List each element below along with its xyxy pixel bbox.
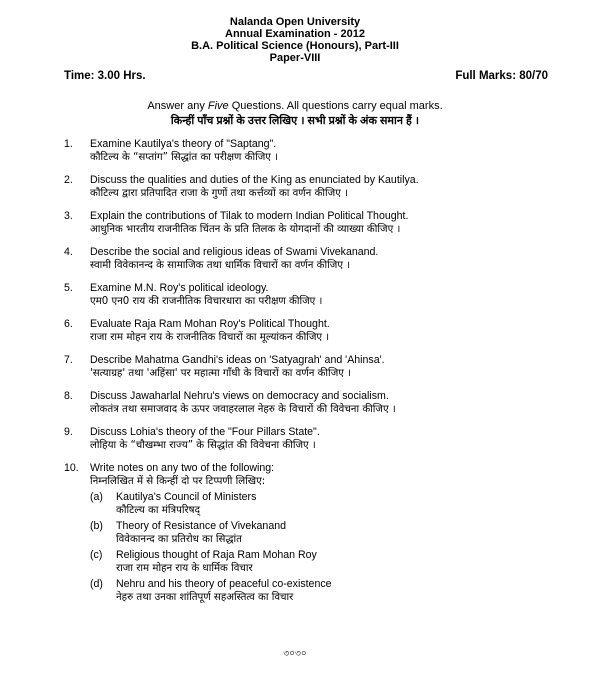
question-number: 3. bbox=[64, 210, 73, 222]
question-text-hi: एम0 एन0 राय की राजनीतिक विचारधारा का परीक्षण कीजिए । bbox=[90, 296, 323, 307]
question-text-hi: लोकतंत्र तथा समाजवाद के ऊपर जवाहरलाल नेहरु के विचारों की विवेचना कीजिए । bbox=[90, 404, 396, 415]
note-text-hi: राजा राम मोहन राय के धार्मिक विचार bbox=[116, 563, 253, 574]
question-text-en: Examine Kautilya's theory of "Saptang". bbox=[90, 138, 277, 150]
time-label: Time: 3.00 Hrs. bbox=[64, 70, 146, 82]
question-item bbox=[64, 210, 518, 236]
question-text-hi: राजा राम मोहन राय के राजनीतिक विचारों का मूल्यांकन कीजिए । bbox=[90, 332, 330, 343]
question-number: 2. bbox=[64, 174, 73, 186]
question-number: 5. bbox=[64, 282, 73, 294]
question-text-en: Evaluate Raja Ram Mohan Roy's Political Thought. bbox=[90, 318, 330, 330]
question-item bbox=[64, 246, 518, 272]
note-text-en: Kautilya's Council of Ministers bbox=[116, 491, 257, 503]
question-number: 9. bbox=[64, 426, 73, 438]
exam-meta-row bbox=[0, 70, 590, 86]
instructions-before: Answer any bbox=[147, 100, 208, 112]
question-text-hi: लोहिया के “चौखम्भा राज्य” के सिद्धांत की विवेचना कीजिए । bbox=[90, 440, 316, 451]
question-number: 7. bbox=[64, 354, 73, 366]
note-text-hi: कौटिल्य का मंत्रिपरिषद् bbox=[116, 505, 200, 516]
question-text-en: Describe Mahatma Gandhi's ideas on 'Satyagrah' and 'Ahinsa'. bbox=[90, 354, 385, 366]
question-text-hi: निम्नलिखित में से किन्हीं दो पर टिप्पणी लिखिए: bbox=[90, 476, 266, 487]
note-label: (d) bbox=[90, 578, 103, 590]
question-text-en: Write notes on any two of the following: bbox=[90, 462, 275, 474]
question-text-en: Discuss Jawaharlal Nehru's views on democracy and socialism. bbox=[90, 390, 389, 402]
instructions-english bbox=[0, 100, 590, 113]
note-label: (b) bbox=[90, 520, 103, 532]
instructions-hindi: किन्हीं पाँच प्रश्नों के उत्तर लिखिए । सभी प्रश्नों के अंक समान हैं । bbox=[170, 115, 420, 127]
question-number: 6. bbox=[64, 318, 73, 330]
university-name: Nalanda Open University bbox=[229, 16, 361, 28]
instructions-after: Questions. All questions carry equal marks. bbox=[228, 100, 443, 112]
note-text-en: Nehru and his theory of peaceful co-existence bbox=[116, 578, 332, 590]
question-text-hi: कौटिल्य द्वारा प्रतिपादित राजा के गुणों तथा कर्त्तव्यों का वर्णन कीजिए । bbox=[90, 188, 348, 199]
question-list bbox=[0, 138, 590, 604]
note-label: (a) bbox=[90, 491, 103, 503]
note-text-hi: विवेकानन्द का प्रतिरोध का सिद्धांत bbox=[116, 534, 242, 545]
paper-title: Paper-VIII bbox=[269, 52, 321, 64]
question-text-en: Discuss Lohia's theory of the "Four Pillars State". bbox=[90, 426, 320, 438]
question-number: 10. bbox=[64, 462, 79, 474]
question-text-en: Examine M.N. Roy's political ideology. bbox=[90, 282, 269, 294]
note-text-hi: नेहरु तथा उनका शांतिपूर्ण सहअस्तित्व का विचार bbox=[116, 592, 294, 603]
course-title: B.A. Political Science (Honours), Part-III bbox=[191, 40, 399, 52]
question-text-hi: स्वामी विवेकानन्द के सामाजिक तथा धार्मिक विचारों का वर्णन कीजिए । bbox=[90, 260, 351, 271]
note-label: (c) bbox=[90, 549, 103, 561]
note-text-en: Religious thought of Raja Ram Mohan Roy bbox=[116, 549, 317, 561]
note-text-en: Theory of Resistance of Vivekanand bbox=[116, 520, 286, 532]
question-item bbox=[64, 426, 518, 452]
question-item bbox=[64, 138, 518, 164]
question-item bbox=[64, 354, 518, 380]
note-item bbox=[90, 578, 518, 604]
question-text-en: Discuss the qualities and duties of the King as enunciated by Kautilya. bbox=[90, 174, 419, 186]
question-text-en: Explain the contributions of Tilak to modern Indian Political Thought. bbox=[90, 210, 409, 222]
note-item bbox=[90, 520, 518, 546]
question-number: 1. bbox=[64, 138, 73, 150]
question-text-hi: 'सत्याग्रह' तथा 'अहिंसा' पर महात्मा गाँधी के विचारों का वर्णन कीजिए । bbox=[90, 368, 351, 379]
end-marker: ৩০৩০ bbox=[283, 649, 307, 659]
question-text-hi: कौटिल्य के “सप्तांग” सिद्धांत का परीक्षण कीजिए । bbox=[90, 152, 279, 163]
question-item-notes bbox=[64, 462, 518, 604]
note-item bbox=[90, 549, 518, 575]
question-item bbox=[64, 318, 518, 344]
question-number: 4. bbox=[64, 246, 73, 258]
question-item bbox=[64, 282, 518, 308]
note-item bbox=[90, 491, 518, 517]
question-number: 8. bbox=[64, 390, 73, 402]
question-text-hi: आधुनिक भारतीय राजनीतिक चिंतन के प्रति तिलक के योगदानों की व्याख्या कीजिए । bbox=[90, 224, 401, 235]
exam-title: Annual Examination - 2012 bbox=[225, 28, 365, 40]
question-text-en: Describe the social and religious ideas of Swami Vivekanand. bbox=[90, 246, 379, 258]
question-item bbox=[64, 174, 518, 200]
question-item bbox=[64, 390, 518, 416]
instructions-italic: Five bbox=[207, 100, 229, 112]
full-marks-label: Full Marks: 80/70 bbox=[455, 70, 548, 82]
